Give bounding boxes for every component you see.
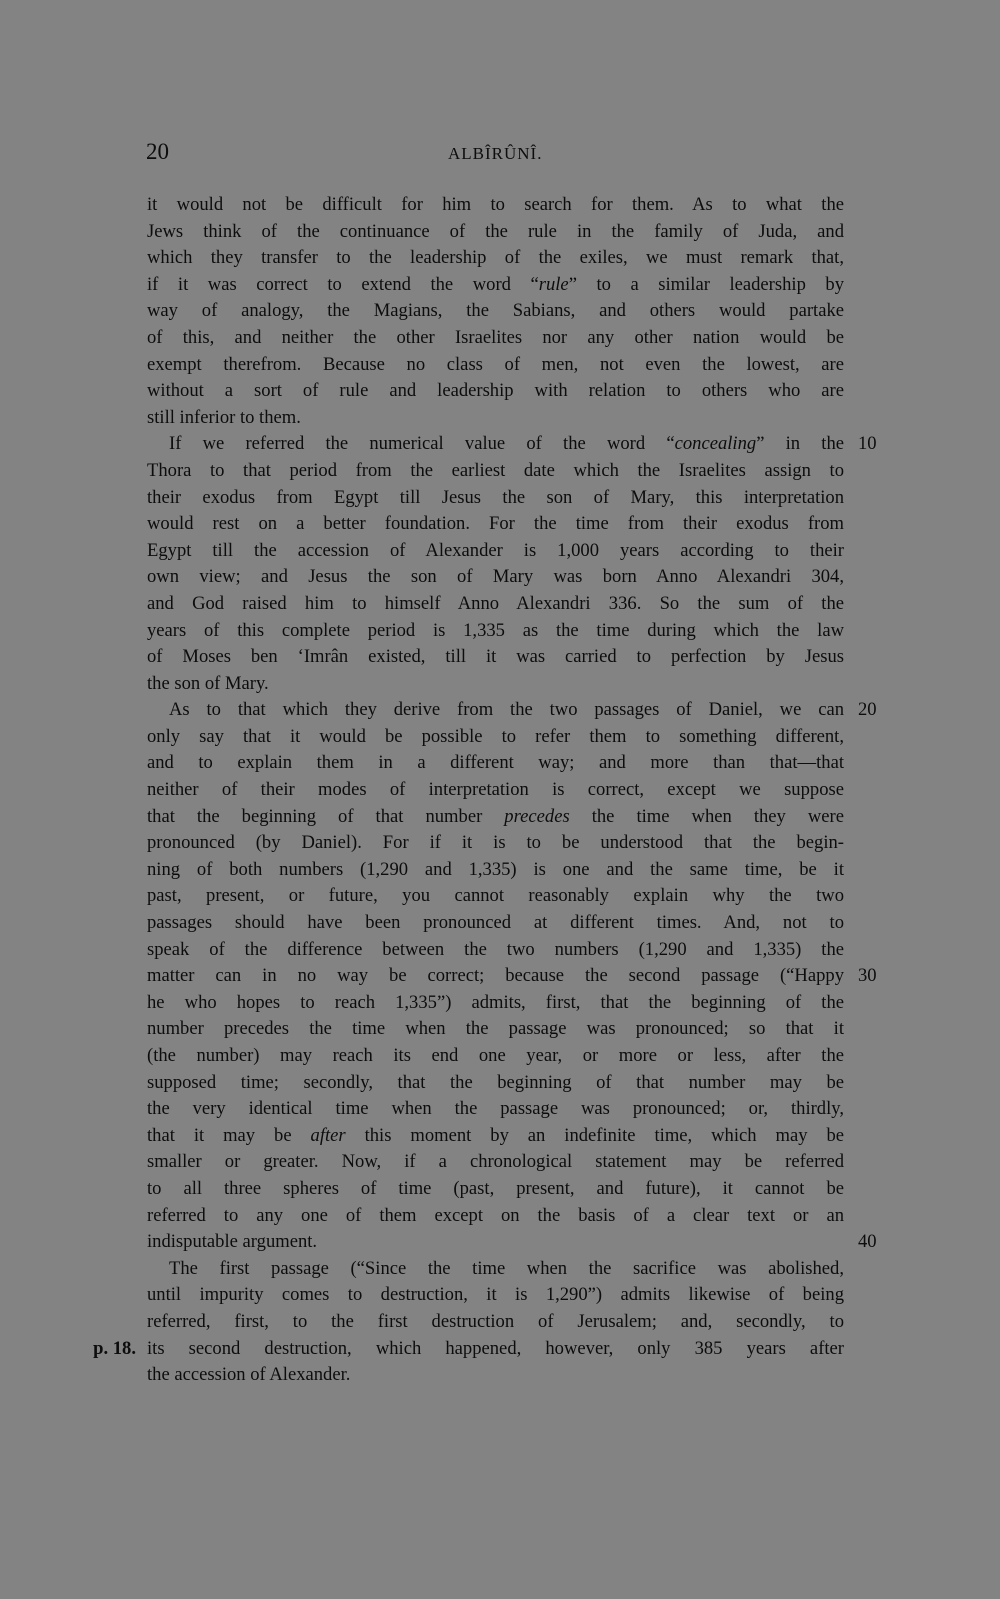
text-line: only say that it would be possible to refer them to something different, bbox=[147, 725, 844, 747]
text-line: matter can in no way be correct; because the second passage (“Happy 30 bbox=[147, 963, 844, 990]
italic-word: rule bbox=[538, 273, 569, 295]
text-line: that the beginning of that number precedes the time when they were bbox=[147, 805, 844, 827]
text-line: to all three spheres of time (past, present, and future), it cannot be bbox=[147, 1177, 844, 1199]
text-line: years of this complete period is 1,335 as the time during which the law bbox=[147, 619, 844, 641]
text-line: until impurity comes to destruction, it is 1,290”) admits likewise of being bbox=[147, 1284, 844, 1306]
text-line: and God raised him to himself Anno Alexandri 336. So the sum of the bbox=[147, 592, 844, 614]
text-line: Thora to that period from the earliest date which the Israelites assign to bbox=[147, 459, 844, 481]
page-number: 20 bbox=[146, 139, 169, 164]
line-number: 10 bbox=[858, 433, 877, 455]
page-reference-note: p. 18. bbox=[93, 1337, 136, 1359]
text-line: supposed time; secondly, that the beginning of that number may be bbox=[147, 1071, 844, 1093]
text-line: the very identical time when the passage was pronounced; or, thirdly, bbox=[147, 1098, 844, 1120]
text-line: own view; and Jesus the son of Mary was born Anno Alexandri 304, bbox=[147, 566, 844, 588]
italic-word: concealing bbox=[674, 433, 757, 455]
text-line: the accession of Alexander. bbox=[147, 1364, 351, 1386]
text-line: p. 18. its second destruction, which happened, however, only 385 years after bbox=[147, 1336, 844, 1363]
running-title: ALBÎRÛNÎ. bbox=[448, 144, 543, 163]
text-line: smaller or greater. Now, if a chronological statement may be referred bbox=[147, 1151, 844, 1173]
text-line: indisputable argument. 40 bbox=[147, 1229, 844, 1256]
text-line: without a sort of rule and leadership with relation to others who are bbox=[147, 380, 844, 402]
line-number: 30 bbox=[858, 965, 877, 987]
text-line: number precedes the time when the passage was pronounced; so that it bbox=[147, 1018, 844, 1040]
text-line: Jews think of the continuance of the rule in the family of Juda, and bbox=[147, 220, 844, 242]
text-line: pronounced (by Daniel). For if it is to be understood that the begin- bbox=[147, 832, 844, 854]
body-text bbox=[93, 192, 877, 1389]
text-line: their exodus from Egypt till Jesus the son of Mary, this interpretation bbox=[147, 486, 844, 508]
text-line: past, present, or future, you cannot reasonably explain why the two bbox=[147, 885, 844, 907]
text-line: Egypt till the accession of Alexander is 1,000 years according to their bbox=[147, 539, 844, 561]
text-line: speak of the difference between the two numbers (1,290 and 1,335) the bbox=[147, 938, 844, 960]
text-line: passages should have been pronounced at different times. And, not to bbox=[147, 912, 844, 934]
text-line: still inferior to them. bbox=[147, 406, 301, 428]
text-line: way of analogy, the Magians, the Sabians, and others would partake bbox=[147, 300, 844, 322]
italic-word: precedes bbox=[504, 805, 570, 827]
text-line: If we referred the numerical value of the word “concealing” in the 10 bbox=[147, 431, 844, 458]
italic-word: after bbox=[310, 1124, 346, 1146]
text-line: referred to any one of them except on the basis of a clear text or an bbox=[147, 1204, 844, 1226]
text-line: exempt therefrom. Because no class of men, not even the lowest, are bbox=[147, 353, 844, 375]
line-number: 20 bbox=[858, 699, 877, 721]
text-line: which they transfer to the leadership of the exiles, we must remark that, bbox=[147, 247, 844, 269]
text-line: ning of both numbers (1,290 and 1,335) is one and the same time, be it bbox=[147, 858, 844, 880]
line-number: 40 bbox=[858, 1231, 877, 1253]
text-line: the son of Mary. bbox=[147, 672, 269, 694]
text-line: neither of their modes of interpretation is correct, except we suppose bbox=[147, 779, 844, 801]
text-line: it would not be difficult for him to search for them. As to what the bbox=[147, 194, 844, 215]
text-line: if it was correct to extend the word “rule” to a similar leadership by bbox=[147, 273, 844, 295]
text-line: of Moses ben ‘Imrân existed, till it was carried to perfection by Jesus bbox=[147, 646, 844, 668]
text-line: referred, first, to the first destruction of Jerusalem; and, secondly, to bbox=[147, 1310, 844, 1332]
text-line: (the number) may reach its end one year, or more or less, after the bbox=[147, 1045, 844, 1066]
text-line: he who hopes to reach 1,335”) admits, first, that the beginning of the bbox=[147, 991, 844, 1013]
text-line: that it may be after this moment by an indefinite time, which may be bbox=[147, 1124, 844, 1146]
text-line: of this, and neither the other Israelites nor any other nation would be bbox=[147, 326, 844, 348]
text-line: would rest on a better foundation. For the time from their exodus from bbox=[147, 513, 844, 535]
text-line: and to explain them in a different way; and more than that—that bbox=[147, 752, 844, 774]
text-line: The first passage (“Since the time when the sacrifice was abolished, bbox=[169, 1257, 844, 1279]
text-line: As to that which they derive from the two passages of Daniel, we can 20 bbox=[147, 697, 844, 724]
